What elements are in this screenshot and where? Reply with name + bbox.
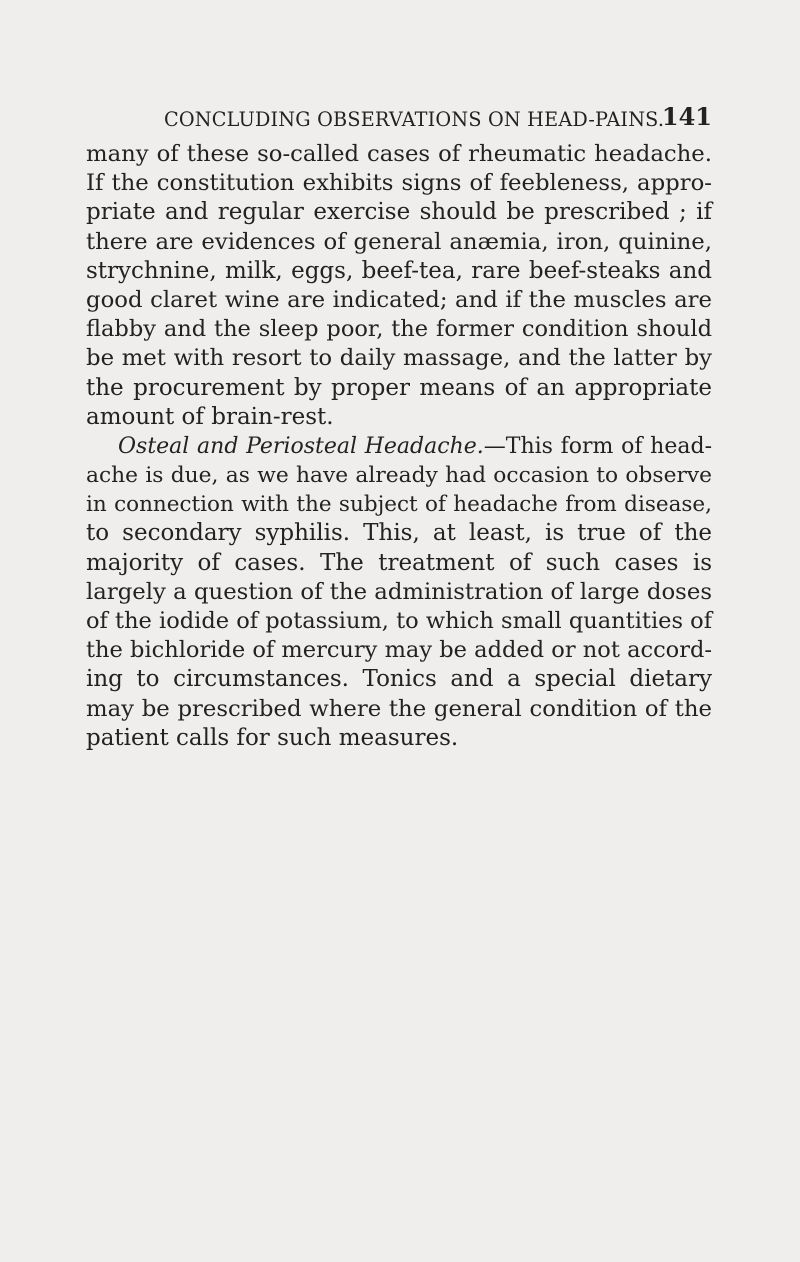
text-line: may be prescribed where the general condition of the (86, 695, 712, 722)
text-line: be met with resort to daily massage, and the latter by (86, 345, 712, 372)
text-line: If the constitution exhibits signs of feebleness, appro- (86, 170, 712, 197)
paragraph (86, 140, 712, 432)
text-line: the procurement by proper means of an appropriate (86, 374, 712, 401)
text-line: to secondary syphilis. This, at least, is true of the (86, 520, 712, 547)
page-number: 141 (661, 102, 712, 131)
section-heading: Osteal and Periosteal Headache. (118, 433, 484, 459)
text-line: good claret wine are indicated; and if the muscles are (86, 286, 712, 313)
running-title: CONCLUDING OBSERVATIONS ON HEAD-PAINS. (164, 108, 665, 131)
text-line: the bichloride of mercury may be added or not accord- (86, 637, 712, 664)
text-line: majority of cases. The treatment of such cases is (86, 549, 712, 576)
text-line: ache is due, as we have already had occasion to observe (86, 463, 712, 489)
text-line: largely a question of the administration of large doses (86, 578, 712, 605)
text-run: —This form of head- (483, 433, 712, 459)
text-line: strychnine, milk, eggs, beef-tea, rare beef-steaks and (86, 257, 712, 284)
text-line: priate and regular exercise should be prescribed ; if (86, 199, 712, 226)
text-line: ing to circumstances. Tonics and a special dietary (86, 666, 712, 693)
paragraph-first-line (86, 432, 712, 461)
text-line: amount of brain-rest. (86, 403, 334, 430)
text-line: flabby and the sleep poor, the former condition should (86, 316, 712, 343)
body-text (86, 140, 712, 753)
text-line: many of these so-called cases of rheumatic headache. (86, 141, 712, 167)
running-head (164, 102, 712, 136)
text-line: of the iodide of potassium, to which small quantities of (86, 608, 713, 634)
text-line: patient calls for such measures. (86, 724, 459, 751)
text-line: in connection with the subject of headache from disease, (86, 492, 712, 518)
text-line: there are evidences of general anæmia, iron, quinine, (86, 228, 712, 255)
paragraph (86, 432, 712, 753)
